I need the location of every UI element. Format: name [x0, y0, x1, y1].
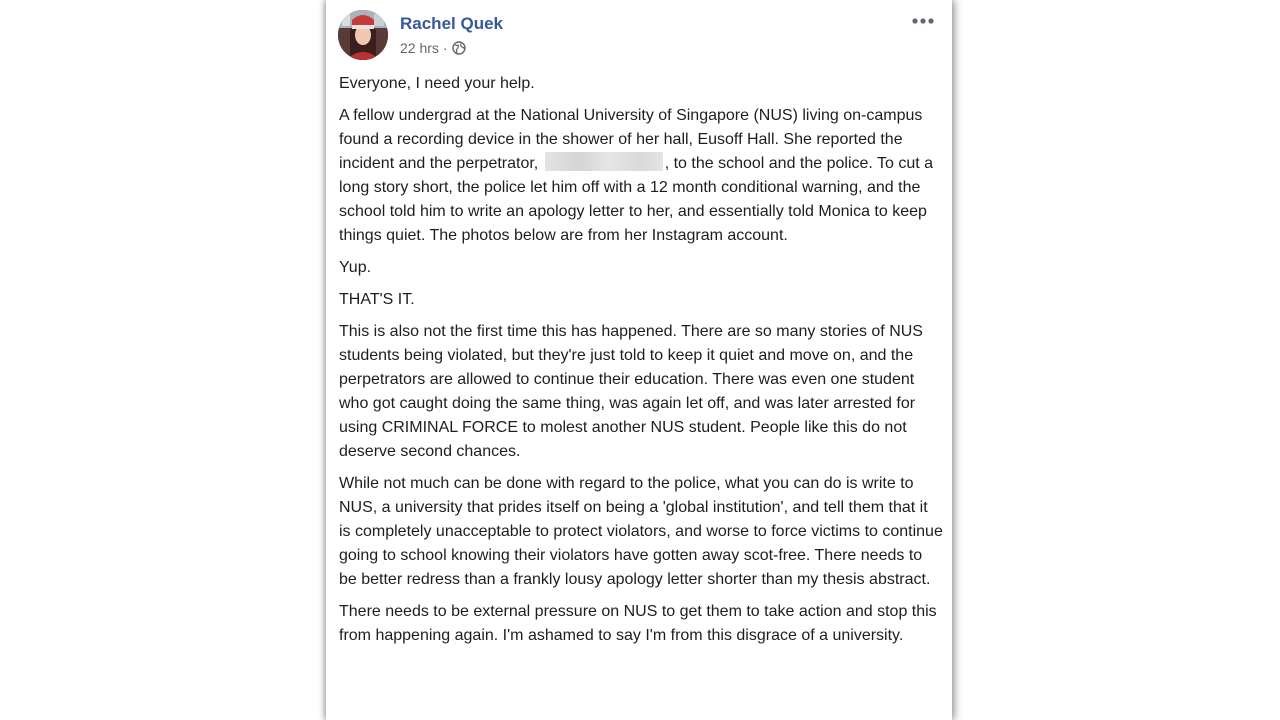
author-name-link[interactable]: Rachel Quek: [400, 14, 503, 33]
profile-avatar[interactable]: [338, 10, 388, 60]
meta-separator: ·: [442, 40, 448, 56]
globe-icon[interactable]: [452, 41, 466, 55]
facebook-post-card: [326, 0, 952, 720]
post-paragraph-1: Everyone, I need your help.: [339, 75, 535, 92]
post-paragraph-5: This is also not the first time this has happened. There are so many stories of NUS students being violated, but they're just told to keep it quiet and move on, and the perpetrators are allowed to continue their education. There was even one student who got caught doing the same thing, was again let off, and was later arrested for using CRIMINAL FORCE to molest another NUS student. People like this do not deserve second chances.: [339, 323, 923, 460]
post-meta: [400, 40, 466, 56]
avatar-image: [338, 10, 388, 60]
post-paragraph-3: Yup.: [339, 259, 372, 276]
post-timestamp[interactable]: 22 hrs: [400, 40, 439, 56]
post-text: [339, 72, 943, 656]
post-paragraph-6: While not much can be done with regard to the police, what you can do is write to NUS, a university that prides itself on being a 'global institution', and tell them that it is completely unacceptable to protect violators, and worse to force victims to continue going to school knowing their violators have gotten away scot-free. There needs to be better redress than a frankly lousy apology letter shorter than my thesis abstract.: [339, 475, 943, 588]
post-paragraph-2: [339, 104, 943, 248]
post-paragraph-7: There needs to be external pressure on NUS to get them to take action and stop this from happening again. I'm ashamed to say I'm from this disgrace of a university.: [339, 603, 937, 644]
post-paragraph-4: THAT'S IT.: [339, 291, 415, 308]
more-options-icon[interactable]: [912, 16, 934, 26]
paragraph-2-part-1: A fellow undergrad at the National University of Singapore (NUS) living on-campus found a recording device in the shower of her hall, Eusoff Hall. She reported the incident and the perpetrator,: [339, 107, 923, 172]
post-header: [338, 10, 940, 62]
redacted-name-blur: [545, 152, 663, 171]
paragraph-2-part-2: , to the school and the police. To cut a long story short, the police let him off with a 12 month conditional warning, and the school told him to write an apology letter to her, and essentially told Monica to keep things quiet. The photos below are from her Instagram account.: [339, 155, 934, 244]
